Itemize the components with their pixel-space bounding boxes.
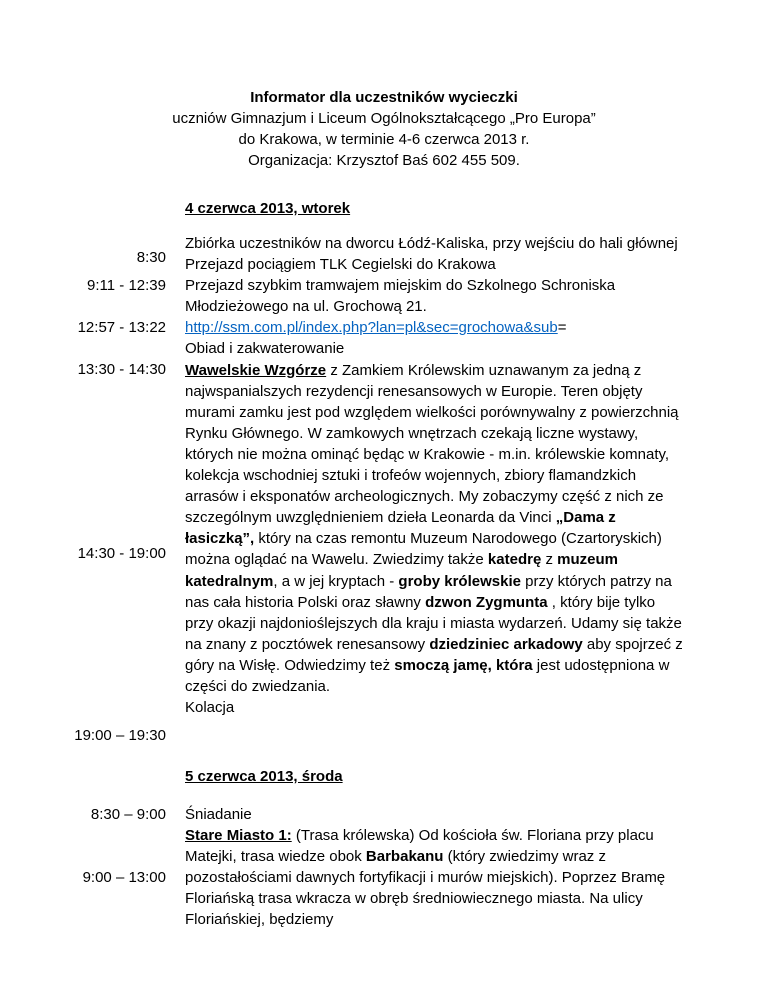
sigismund-bell: dzwon Zygmunta	[425, 593, 548, 611]
wawel-hill-label: Wawelskie Wzgórze	[185, 361, 327, 379]
day2-schedule	[185, 804, 685, 931]
day2-heading: 5 czerwca 2013, środa	[185, 768, 343, 785]
entry-wawel	[185, 360, 685, 698]
wawel-text: jest udostępniona w części do zwiedzania.	[185, 656, 670, 695]
dragons-den: smoczą jamę, która	[394, 656, 533, 674]
old-town-text: (Trasa królewska) Od kościoła św. Floriana przy placu Matejki, trasa wiedze obok	[185, 827, 654, 866]
entry-tram	[185, 275, 685, 338]
wawel-text: , który bije tylko przy okazji najdonioślejszych dla kraju i miasta wydarzeń. Udamy się także na znany z pocztówek renesansowy	[185, 593, 682, 653]
wawel-text: z	[541, 551, 558, 569]
day1-heading: 4 czerwca 2013, wtorek	[185, 200, 351, 217]
hostel-link-tail: =	[557, 319, 567, 337]
time-label: 14:30 - 19:00	[77, 545, 166, 562]
wawel-text: z Zamkiem Królewskim uznawanym za jedną z najwspanialszych rezydencji renesansowych w Europie. Teren objęty murami zamku jest pod względem wielkości porównywalny z powierzchnią Rynku Głównego. W zamkowych wnętrzach czekają liczne wystawy, których nie można ominąć będąc w Krakowie - m.in. królewskie komnaty, kolekcja wschodniej sztuki i trofeów wojennych, zbiory flamandzkich arrasów i eksponatów archeologicznych. My zobaczymy część z nich ze szczególnym uwzględnieniem dzieła Leonarda da Vinci	[185, 361, 679, 527]
arcaded-courtyard: dziedziniec arkadowy	[429, 635, 583, 653]
old-town-label: Stare Miasto 1:	[185, 827, 292, 845]
day1-schedule	[185, 233, 685, 718]
entry-old-town	[185, 825, 685, 930]
time-label: 8:30	[136, 249, 166, 266]
entry-dinner: Kolacja	[185, 699, 235, 717]
time-label: 19:00 – 19:30	[74, 727, 166, 744]
old-town-text: (który zwiedzimy wraz z pozostałościami dawnych fortyfikacji i murów miejskich). Poprzez Bramę Floriańską trasa wkracza w obręb średniowiecznego miasta. Na ulicy Floriańskiej, będziemy	[185, 848, 666, 929]
entry-lunch: Obiad i zakwaterowanie	[185, 340, 345, 358]
wawel-text: który na czas remontu Muzeum Narodowego (Czartoryskich) można oglądać na Wawelu. Zwiedzimy także	[185, 530, 662, 569]
time-label: 9:11 - 12:39	[87, 277, 166, 294]
time-label: 13:30 - 14:30	[77, 361, 166, 378]
time-label: 9:00 – 13:00	[82, 869, 166, 886]
cathedral: katedrę	[487, 551, 542, 569]
hostel-link[interactable]: http://ssm.com.pl/index.php?lan=pl&sec=grochowa&sub	[185, 319, 558, 337]
wawel-text: aby spojrzeć z góry na Wisłę. Odwiedzimy też	[185, 635, 683, 674]
entry-gathering: Zbiórka uczestników na dworcu Łódź-Kaliska, przy wejściu do hali głównej	[185, 235, 678, 252]
entry-train: Przejazd pociągiem TLK Cegielski do Krakowa	[185, 256, 496, 274]
entry-tram-text: Przejazd szybkim tramwajem miejskim do Szkolnego Schroniska Młodzieżowego na ul. Grochową 21.	[185, 277, 616, 316]
lady-with-ermine: „Dama z łasiczką”,	[185, 509, 616, 548]
document-header	[0, 87, 768, 171]
header-line-dates: do Krakowa, w terminie 4-6 czerwca 2013 r.	[238, 131, 530, 148]
cathedral-museum: muzeum katedralnym	[185, 551, 618, 590]
royal-tombs: groby królewskie	[398, 572, 521, 590]
document-title: Informator dla uczestników wycieczki	[250, 89, 518, 106]
header-line-organizer: Organizacja: Krzysztof Baś 602 455 509.	[248, 152, 520, 169]
wawel-text: przy których patrzy na nas cała historia Polski oraz sławny	[185, 572, 672, 611]
wawel-text: , a w jej kryptach -	[273, 572, 399, 590]
entry-breakfast: Śniadanie	[185, 806, 252, 823]
time-label: 8:30 – 9:00	[90, 806, 166, 823]
time-label: 12:57 - 13:22	[77, 319, 166, 336]
barbican: Barbakanu	[365, 848, 444, 866]
header-line-students: uczniów Gimnazjum i Liceum Ogólnokształcącego „Pro Europa”	[172, 110, 596, 127]
